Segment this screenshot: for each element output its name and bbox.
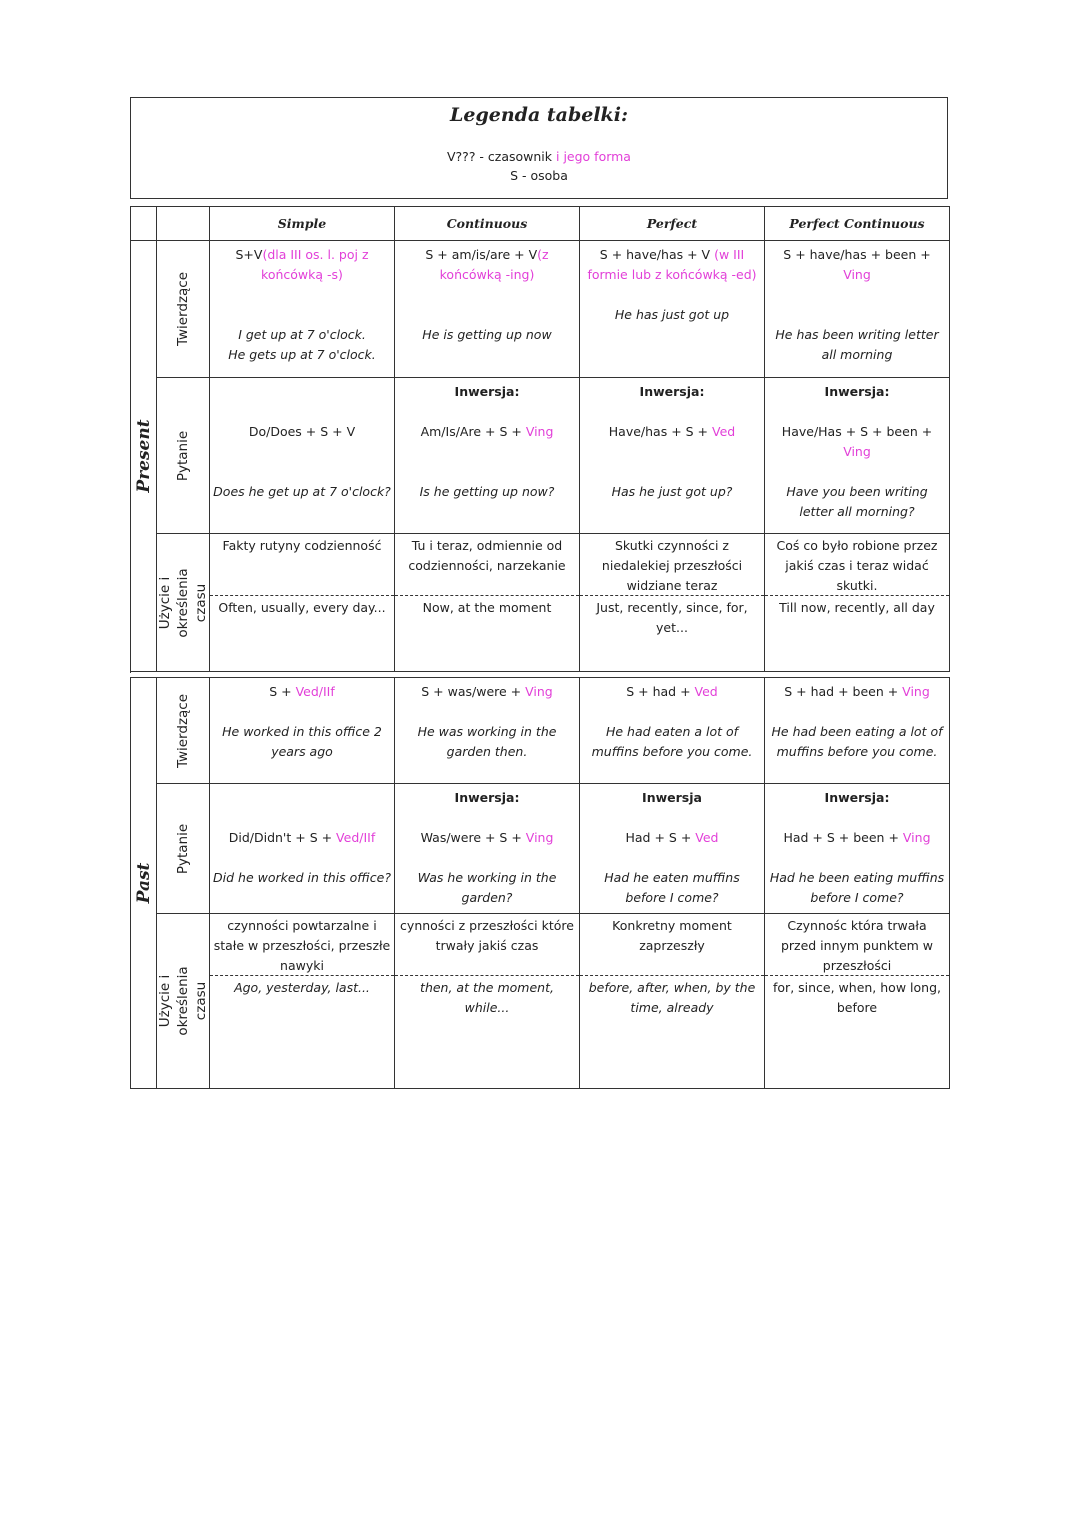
inversion-label: Inwersja:: [824, 384, 890, 399]
formula: Did/Didn't + S + Ved/IIf: [228, 830, 376, 845]
past-affirm-row: [131, 678, 950, 784]
past-perfect-affirm: [580, 678, 765, 784]
example: He is getting up now: [422, 327, 552, 342]
corner-tense: [131, 207, 157, 241]
present-question-row: [131, 378, 950, 534]
example: He had eaten a lot of muffins before you come.: [591, 724, 753, 759]
example: Had he been eating muffins before I come?: [769, 870, 945, 905]
formula: S + Ved/IIf: [269, 684, 335, 699]
past-simple-question: [210, 784, 395, 914]
legend-verb-text: V??? - czasownik: [447, 149, 556, 164]
past-continuous-question: [395, 784, 580, 914]
inversion-label: Inwersja:: [824, 790, 890, 805]
present-continuous-affirm: [395, 241, 580, 378]
row-label: Twierdzące: [175, 693, 191, 768]
legend-box: [130, 97, 948, 199]
row-label: Użycie i określenia czasu: [157, 966, 209, 1036]
past-perfect-continuous-question: [765, 784, 950, 914]
example: Have you been writing letter all morning?: [786, 484, 928, 519]
row-label: Pytanie: [175, 430, 191, 481]
past-perfect-question: [580, 784, 765, 914]
corner-row: [157, 207, 210, 241]
present-simple-usage: [210, 534, 395, 672]
past-continuous-usage: [395, 914, 580, 1089]
usage-desc: Fakty rutyny codzienność: [210, 534, 394, 596]
row-label: Pytanie: [175, 823, 191, 874]
present-uzycie-cell: [157, 534, 210, 672]
present-perfect-usage: [580, 534, 765, 672]
formula: S + am/is/are + V(z końcówką -ing): [425, 247, 549, 282]
example: He was working in the garden then.: [417, 724, 557, 759]
row-label: Użycie i określenia czasu: [157, 567, 209, 638]
present-simple-affirm: [210, 241, 395, 378]
legend-line-verb: [131, 147, 947, 166]
present-usage-row: [131, 534, 950, 672]
inversion-label: Inwersja: [642, 790, 702, 805]
formula: S + was/were + Ving: [421, 684, 553, 699]
present-label: Present: [133, 419, 154, 493]
usage-desc: Konkretny moment zaprzeszły: [580, 914, 764, 976]
example: Did he worked in this office?: [213, 870, 391, 885]
tenses-table: [130, 206, 950, 1089]
present-perfect-affirm: [580, 241, 765, 378]
example: Is he getting up now?: [419, 484, 555, 499]
past-continuous-affirm: [395, 678, 580, 784]
past-perfect-continuous-usage: [765, 914, 950, 1089]
usage-words: Just, recently, since, for, yet...: [596, 600, 748, 635]
formula: S + had + Ved: [626, 684, 718, 699]
present-simple-question: [210, 378, 395, 534]
legend-title: Legenda tabelki:: [450, 104, 628, 126]
present-continuous-usage: [395, 534, 580, 672]
header-simple: Simple: [210, 207, 395, 241]
present-perfect-continuous-affirm: [765, 241, 950, 378]
present-twierdzace-cell: [157, 241, 210, 378]
formula: Am/Is/Are + S + Ving: [420, 424, 554, 439]
example: Was he working in the garden?: [417, 870, 557, 905]
present-affirm-row: [131, 241, 950, 378]
usage-words: for, since, when, how long, before: [773, 980, 941, 1015]
usage-desc: Skutki czynności z niedalekiej przeszłości widziane teraz: [580, 534, 764, 596]
example: He has been writing letter all morning: [775, 327, 939, 362]
present-label-cell: [131, 241, 157, 672]
usage-desc: Coś co było robione przez jakiś czas i teraz widać skutki.: [765, 534, 949, 596]
example: He has just got up: [614, 307, 730, 322]
usage-desc: czynności powtarzalne i stałe w przeszłości, przeszłe nawyki: [210, 914, 394, 976]
formula: Was/were + S + Ving: [420, 830, 554, 845]
present-perfect-question: [580, 378, 765, 534]
usage-desc: cynności z przeszłości które trwały jakiś czas: [395, 914, 579, 976]
example: Had he eaten muffins before I come?: [604, 870, 740, 905]
example: I get up at 7 o'clock.: [238, 327, 366, 342]
example-2: He gets up at 7 o'clock.: [228, 347, 376, 362]
past-question-row: [131, 784, 950, 914]
formula: Had + S + Ved: [625, 830, 719, 845]
usage-words: Often, usually, every day...: [218, 600, 386, 615]
example: Has he just got up?: [611, 484, 733, 499]
formula: S+V(dla III os. l. poj z końcówką -s): [235, 247, 369, 282]
past-simple-affirm: [210, 678, 395, 784]
past-usage-row: [131, 914, 950, 1089]
inversion-label: Inwersja:: [454, 384, 520, 399]
legend-verb-form: i jego forma: [556, 149, 631, 164]
inversion-label: Inwersja:: [454, 790, 520, 805]
past-label-cell: [131, 678, 157, 1089]
formula: Had + S + been + Ving: [783, 830, 931, 845]
formula: S + had + been + Ving: [784, 684, 930, 699]
usage-words: before, after, when, by the time, already: [588, 980, 756, 1015]
header-perfect: Perfect: [580, 207, 765, 241]
past-simple-usage: [210, 914, 395, 1089]
past-perfect-usage: [580, 914, 765, 1089]
inversion-label: Inwersja:: [639, 384, 705, 399]
past-pytanie-cell: [157, 784, 210, 914]
present-perfect-continuous-usage: [765, 534, 950, 672]
present-perfect-continuous-question: [765, 378, 950, 534]
past-uzycie-cell: [157, 914, 210, 1089]
example: Does he get up at 7 o'clock?: [213, 484, 391, 499]
past-perfect-continuous-affirm: [765, 678, 950, 784]
usage-desc: Czynnośc która trwała przed innym punktem w przeszłości: [765, 914, 949, 976]
formula: S + have/has + V (w III formie lub z końcówką -ed): [587, 247, 757, 282]
header-perfect-continuous: Perfect Continuous: [765, 207, 950, 241]
formula: Do/Does + S + V: [248, 424, 356, 439]
row-label: Twierdzące: [175, 271, 191, 347]
formula: Have/has + S + Ved: [608, 424, 736, 439]
example: He worked in this office 2 years ago: [222, 724, 382, 759]
usage-words: Till now, recently, all day: [779, 600, 935, 615]
past-label: Past: [133, 862, 154, 904]
usage-words: then, at the moment, while...: [420, 980, 554, 1015]
present-continuous-question: [395, 378, 580, 534]
header-continuous: Continuous: [395, 207, 580, 241]
formula: Have/Has + S + been + Ving: [781, 424, 933, 459]
past-twierdzace-cell: [157, 678, 210, 784]
present-pytanie-cell: [157, 378, 210, 534]
example: He had been eating a lot of muffins before you come.: [771, 724, 943, 759]
usage-words: Ago, yesterday, last...: [234, 980, 370, 995]
legend-line-subject: S - osoba: [510, 168, 568, 183]
formula: S + have/has + been + Ving: [783, 247, 931, 282]
usage-desc: Tu i teraz, odmiennie od codzienności, narzekanie: [395, 534, 579, 596]
usage-words: Now, at the moment: [422, 600, 552, 615]
